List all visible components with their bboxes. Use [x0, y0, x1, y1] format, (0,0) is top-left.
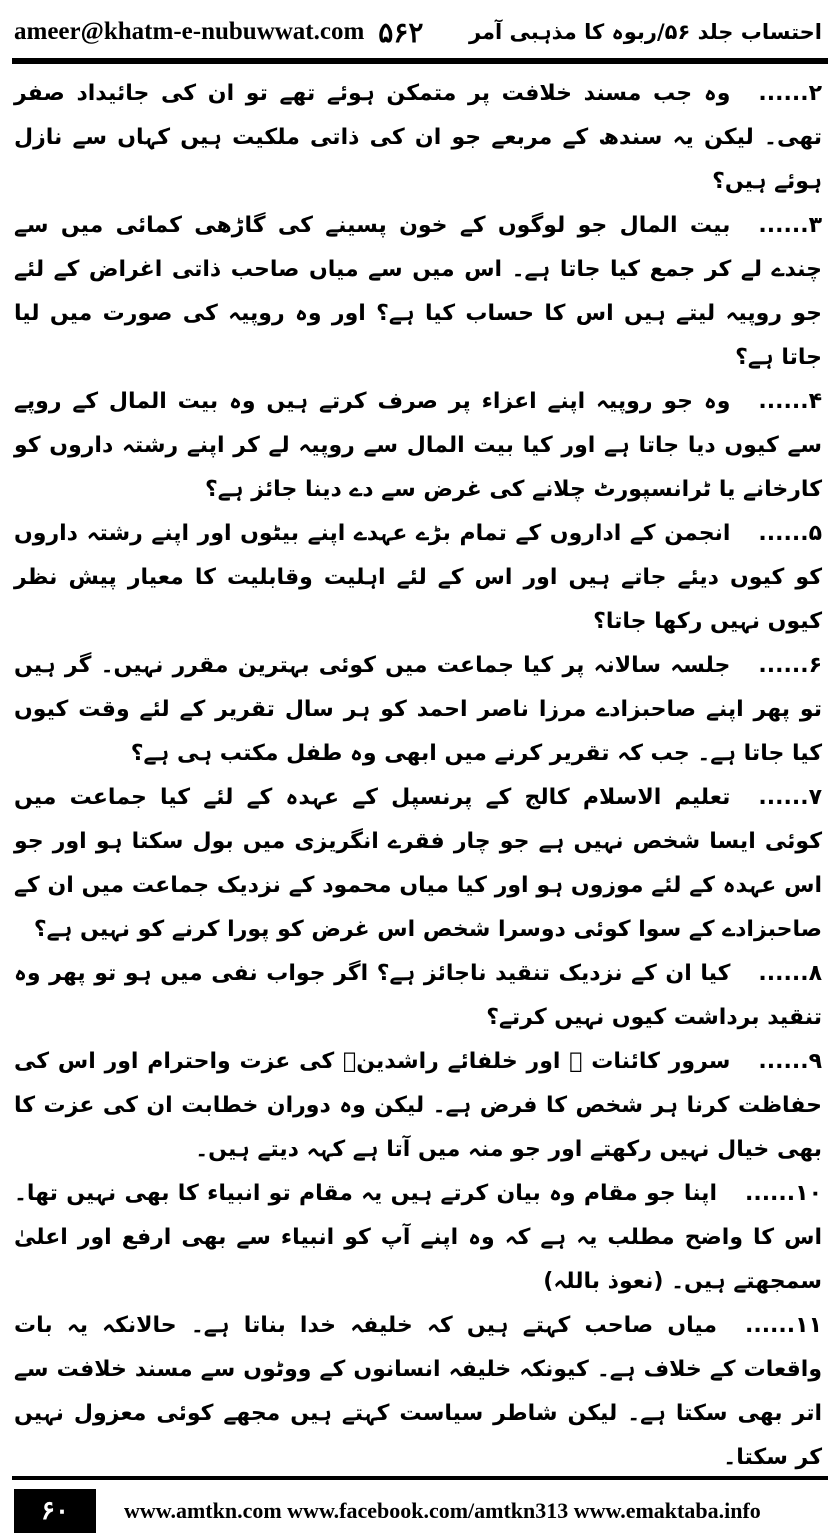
footer-rule — [12, 1476, 828, 1480]
paragraph-text: بیت المال جو لوگوں کے خون پسینے کی گاڑھی کمائی میں سے چندے لے کر جمع کیا جاتا ہے۔ اس میں سے میاں صاحب ذاتی اغراض کے لئے جو روپیہ لیتے ہیں اس کا حساب کیا ہے؟ اور وہ روپیہ کی صورت میں لیا جاتا ہے؟ — [14, 213, 822, 370]
header-left — [14, 16, 423, 49]
footer-links: www.amtkn.com www.facebook.com/amtkn313 www.emaktaba.info — [124, 1498, 761, 1523]
paragraph-number: ۷...... — [758, 785, 822, 810]
paragraph-number: ۱۱...... — [744, 1313, 822, 1338]
paragraph-number: ۴...... — [758, 389, 822, 414]
paragraph — [14, 1040, 822, 1172]
paragraph — [14, 204, 822, 380]
paragraph-number: ۶...... — [758, 653, 822, 678]
paragraph — [14, 952, 822, 1040]
paragraph — [14, 644, 822, 776]
header-page-number: ۵۶۲ — [378, 15, 424, 49]
paragraph — [14, 1172, 822, 1304]
footer-page-number: ۶۰ — [14, 1489, 96, 1533]
paragraph-text: وہ جو روپیہ اپنے اعزاء پر صرف کرتے ہیں وہ بیت المال کے روپے سے کیوں دیا جاتا ہے اور کیا بیت المال سے روپیہ لے کر اپنے رشتہ داروں کو کارخانے یا ٹرانسپورٹ چلانے کی غرض سے دے دینا جائز ہے؟ — [14, 389, 822, 502]
paragraph-text: تعلیم الاسلام کالج کے پرنسپل کے عہدہ کے لئے کیا جماعت میں کوئی ایسا شخص نہیں ہے جو چار فقرے انگریزی میں بول سکتا ہو اور جو اس عہدہ کے لئے موزوں ہو اور کیا میاں محمود کے نزدیک جماعت میں ان کے صاحبزادے کے سوا کوئی دوسرا شخص اس غرض کو پورا کرنے کو نہیں ہے؟ — [14, 785, 822, 942]
page-content — [14, 72, 822, 1470]
paragraph — [14, 776, 822, 952]
paragraph — [14, 1304, 822, 1480]
paragraph-text: جلسہ سالانہ پر کیا جماعت میں کوئی بہترین مقرر نہیں۔ گر ہیں تو پھر اپنے صاحبزادے مرزا ناصر احمد کو ہر سال تقریر کے لئے وقت کیوں کیا جاتا ہے۔ جب کہ تقریر کرنے میں ابھی وہ طفل مکتب ہی ہے؟ — [14, 653, 822, 766]
paragraph-text: میاں صاحب کہتے ہیں کہ خلیفہ خدا بناتا ہے۔ حالانکہ یہ بات واقعات کے خلاف ہے۔ کیونکہ خلیفہ انسانوں کے ووٹوں سے مسند خلافت سے اتر بھی سکتا ہے۔ لیکن شاطر سیاست کہتے ہیں مجھے کوئی معزول نہیں کر سکتا۔ — [14, 1313, 822, 1470]
page-footer — [14, 1486, 826, 1536]
paragraph-text: انجمن کے اداروں کے تمام بڑے عہدے اپنے بیٹوں اور اپنے رشتہ داروں کو کیوں دیئے جاتے ہیں اور اس کے لئے اہلیت وقابلیت کا معیار پیش نظر کیوں نہیں رکھا جاتا؟ — [14, 521, 822, 634]
paragraph — [14, 512, 822, 644]
paragraph-number: ۵...... — [758, 521, 822, 546]
paragraph — [14, 380, 822, 512]
paragraph-number: ۱۰...... — [744, 1181, 822, 1206]
paragraph-number: ۲...... — [758, 81, 822, 106]
paragraph-text: کیا ان کے نزدیک تنقید ناجائز ہے؟ اگر جواب نفی میں ہو تو پھر وہ تنقید برداشت کیوں نہیں کرتے؟ — [14, 961, 822, 1030]
paragraph-text: سرور کائنات ﷺ اور خلفائے راشدینؓ کی عزت واحترام اور اس کی حفاظت کرنا ہر شخص کا فرض ہے۔ لیکن وہ دوران خطابت ان کی عزت کا بھی خیال نہیں رکھتے اور جو منہ میں آتا ہے کہہ دیتے ہیں۔ — [14, 1049, 822, 1162]
paragraph-number: ۹...... — [758, 1049, 822, 1074]
header-rule — [12, 58, 828, 64]
paragraph-number: ۳...... — [758, 213, 822, 238]
page-header — [14, 8, 822, 56]
paragraph-number: ۸...... — [758, 961, 822, 986]
header-book-title: احتساب جلد ۵۶/ربوہ کا مذہبی آمر — [468, 20, 822, 44]
paragraph-text: اپنا جو مقام وہ بیان کرتے ہیں یہ مقام تو انبیاء کا بھی نہیں تھا۔ اس کا واضح مطلب یہ ہے کہ وہ اپنے آپ کو انبیاء سے بھی ارفع اور اعلیٰ سمجھتے ہیں۔ (نعوذ باللہ) — [14, 1181, 822, 1294]
paragraph-text: وہ جب مسند خلافت پر متمکن ہوئے تھے تو ان کی جائیداد صفر تھی۔ لیکن یہ سندھ کے مربعے جو ان کی ذاتی ملکیت ہیں کہاں سے نازل ہوئے ہیں؟ — [14, 81, 822, 194]
header-email: ameer@khatm-e-nubuwwat.com — [14, 18, 365, 45]
paragraph — [14, 72, 822, 204]
